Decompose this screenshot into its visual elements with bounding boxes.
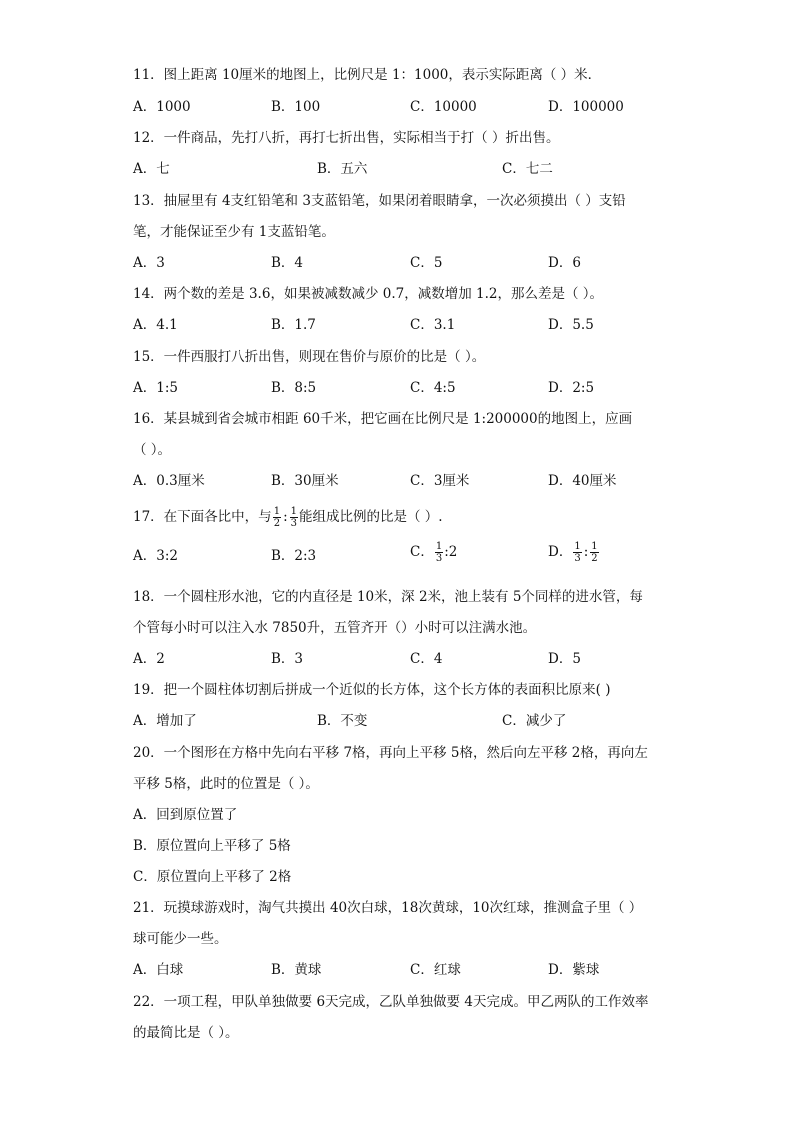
question-12-options [0, 160, 794, 180]
option-d[interactable]: D．6 [548, 255, 581, 271]
question-11-text: 11．图上距离 10厘米的地图上，比例尺是 1：1000，表示实际距离（ ）米． [133, 67, 602, 83]
question-18-text-line2: 个管每小时可以注入水 7850升，五管齐开（）小时可以注满水池。 [133, 620, 537, 636]
question-17-suffix: 能组成比例的比是（ ）. [299, 509, 443, 525]
question-13-options [0, 254, 794, 274]
option-c[interactable]: C．七二 [502, 161, 553, 177]
question-22-text-line1: 22．一项工程，甲队单独做要 6天完成，乙队单独做要 4天完成。甲乙两队的工作效率 [133, 994, 649, 1010]
fraction-one-third: $\frac{1}{3}$ [290, 506, 297, 529]
option-a[interactable]: A．2 [133, 651, 165, 667]
question-20-text-line1: 20．一个图形在方格中先向右平移 7格，再向上平移 5格，然后向左平移 2格，再向左 [133, 745, 648, 761]
question-12-text: 12．一件商品，先打八折，再打七折出售，实际相当于打（ ）折出售。 [133, 130, 560, 146]
option-a[interactable]: A．七 [133, 161, 170, 177]
option-d[interactable]: D． $\frac{1}{3}$ : $\frac{1}{2}$ [548, 541, 598, 564]
option-b[interactable]: B．4 [271, 255, 304, 271]
question-18-text-line1: 18．一个圆柱形水池，它的内直径是 10米，深 2米，池上装有 5个同样的进水管，每 [133, 589, 643, 605]
option-b[interactable]: B．2:3 [271, 548, 317, 564]
option-b[interactable]: B．原位置向上平移了 5格 [133, 838, 291, 854]
option-c[interactable]: C．红球 [410, 962, 461, 978]
question-14-text: 14．两个数的差是 3.6，如果被减数减少 0.7，减数增加 1.2，那么差是（ ）。 [133, 286, 604, 302]
option-d[interactable]: D．5.5 [548, 317, 594, 333]
question-11-options [0, 98, 794, 118]
option-c[interactable]: C． $\frac{1}{3}$ :2 [410, 541, 458, 564]
option-a[interactable]: A．3:2 [133, 548, 178, 564]
option-d[interactable]: D．紫球 [548, 962, 600, 978]
option-d[interactable]: D．2:5 [548, 380, 595, 396]
question-15-text: 15．一件西服打八折出售，则现在售价与原价的比是（ ）。 [133, 349, 486, 365]
question-16-text-line2: （ ）。 [133, 442, 172, 458]
option-c[interactable]: C．5 [410, 255, 443, 271]
option-c[interactable]: C．原位置向上平移了 2格 [133, 869, 292, 885]
option-b[interactable]: B．不变 [317, 713, 368, 729]
option-a[interactable]: A．1000 [133, 99, 191, 115]
option-b[interactable]: B．30厘米 [271, 473, 339, 489]
option-d[interactable]: D．100000 [548, 99, 624, 115]
question-20-text-line2: 平移 5格，此时的位置是（ ）。 [133, 776, 319, 792]
option-c[interactable]: C．3.1 [410, 317, 456, 333]
option-b[interactable]: B．8:5 [271, 380, 317, 396]
fraction-one-half: $\frac{1}{2}$ [273, 506, 281, 529]
option-b[interactable]: B．3 [271, 651, 304, 667]
option-a[interactable]: A．3 [133, 255, 165, 271]
question-17-text: 17．在下面各比中，与 $\frac{1}{2}$ : $\frac{1}{3}$ 能组成比例的比是（ ）. [133, 506, 443, 529]
question-21-text-line1: 21．玩摸球游戏时，淘气共摸出 40次白球，18次黄球，10次红球，推测盒子里（ ） [133, 900, 643, 916]
option-c[interactable]: C．10000 [410, 99, 477, 115]
question-18-options [0, 650, 794, 670]
option-c[interactable]: C．4 [410, 651, 443, 667]
option-d[interactable]: D．40厘米 [548, 473, 617, 489]
option-b[interactable]: B．五六 [317, 161, 368, 177]
question-16-options [0, 472, 794, 492]
option-a[interactable]: A．增加了 [133, 713, 197, 729]
question-16-text-line1: 16．某县城到省会城市相距 60千米，把它画在比例尺是 1:200000的地图上，应画 [133, 411, 633, 427]
question-13-text-line1: 13．抽屉里有 4支红铅笔和 3支蓝铅笔，如果闭着眼睛拿，一次必须摸出（ ）支铅 [133, 193, 626, 209]
option-c[interactable]: C．减少了 [502, 713, 567, 729]
question-21-options [0, 961, 794, 981]
option-a[interactable]: A．回到原位置了 [133, 807, 238, 823]
option-a[interactable]: A．白球 [133, 962, 184, 978]
option-a[interactable]: A．4.1 [133, 317, 178, 333]
question-14-options [0, 316, 794, 336]
option-d[interactable]: D．5 [548, 651, 581, 667]
option-b[interactable]: B．1.7 [271, 317, 316, 333]
option-a[interactable]: A．1:5 [133, 380, 178, 396]
question-21-text-line2: 球可能少一些。 [133, 931, 228, 947]
option-b[interactable]: B．黄球 [271, 962, 322, 978]
question-17-options [0, 541, 794, 567]
question-19-text: 19．把一个圆柱体切割后拼成一个近似的长方体，这个长方体的表面积比原来( ) [133, 682, 611, 698]
option-b[interactable]: B．100 [271, 99, 321, 115]
question-13-text-line2: 笔，才能保证至少有 1支蓝铅笔。 [133, 224, 335, 240]
option-c[interactable]: C．3厘米 [410, 473, 470, 489]
option-c[interactable]: C．4:5 [410, 380, 456, 396]
question-15-options [0, 379, 794, 399]
question-17-prefix: 17．在下面各比中，与 [133, 509, 272, 525]
option-a[interactable]: A．0.3厘米 [133, 473, 205, 489]
question-22-text-line2: 的最简比是（ ）。 [133, 1025, 239, 1041]
question-19-options [0, 712, 794, 732]
